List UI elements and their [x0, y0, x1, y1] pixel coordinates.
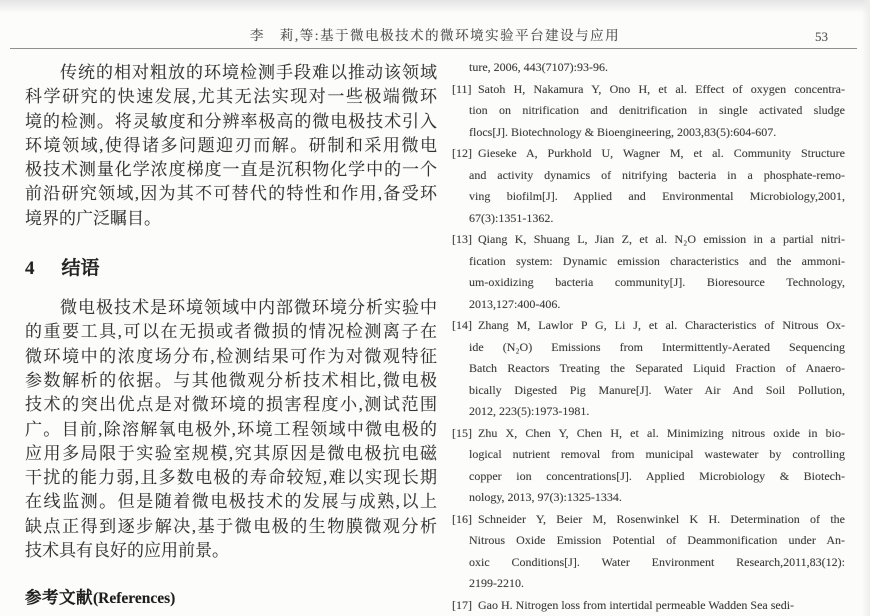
paragraph-line: 科学研究的快速发展,尤其无法实现对一些极端微环: [25, 87, 437, 107]
reference-line: ving biofilm[J]. Applied and Environmental Microbiology,2001,: [469, 189, 845, 203]
paragraph-line: 参数解析的依据。与其他微观分析技术相比,微电极: [25, 370, 437, 390]
reference-line: 2012, 223(5):1973-1981.: [469, 404, 590, 418]
reference-line: Schneider Y, Beier M, Rosenwinkel K H. Determination of the: [478, 511, 845, 526]
reference-item: [452, 423, 845, 509]
reference-line: Zhang M, Lawlor P G, Li J, et al. Characteristics of Nitrous Ox-: [478, 318, 845, 332]
reference-line: nology, 2013, 97(3):1325-1334.: [469, 490, 622, 504]
references-heading-cn: 参考文献: [25, 589, 93, 608]
reference-label: [15]: [452, 425, 472, 440]
right-column: [452, 57, 845, 616]
paragraph-line: 境的检测。将灵敏度和分辨率极高的微电极技术引入: [25, 111, 437, 131]
paragraph-line: 环境领域,使得诸多问题迎刃而解。研制和采用微电: [25, 135, 437, 155]
reference-line: 67(3):1351-1362.: [469, 210, 554, 225]
reference-label: [14]: [452, 318, 472, 332]
scan-right-shadow: [862, 0, 870, 616]
reference-item: [452, 143, 845, 229]
running-title: 李 莉,等:基于微电极技术的微环境实验平台建设与应用: [249, 28, 621, 43]
reference-item: [452, 315, 845, 423]
reference-line: Zhu X, Chen Y, Chen H, et al. Minimizing nitrous oxide in bio-: [478, 425, 845, 440]
reference-line: and activity dynamics of nitrifying bacteria in a phosphate-remo-: [469, 167, 845, 182]
section-number: 4: [25, 258, 35, 280]
left-column: [25, 61, 437, 608]
reference-line: Gao H. Nitrogen loss from intertidal permeable Wadden Sea sedi-: [478, 597, 795, 612]
paragraph-line: 缺点正得到逐步解决,基于微电极的生物膜微观分析: [25, 516, 437, 536]
reference-line: fication system: Dynamic emission characteristics and the ammoni-: [469, 253, 845, 268]
scan-top-shadow: [0, 0, 870, 13]
reference-label: [12]: [452, 146, 472, 160]
paragraph-line: 在线监测。但是随着微电极技术的发展与成熟,以上: [25, 492, 437, 512]
reference-line: 2199-2210.: [469, 576, 524, 590]
page-number: 53: [815, 29, 828, 44]
references-list: [452, 79, 845, 616]
references-heading-en: (References): [93, 590, 176, 608]
reference-line: Qiang K, Shuang L, Jian Z, et al. N₂O emission in a partial nitri-: [478, 232, 845, 246]
paragraph-line: 微电极技术是环境领域中内部微环境分析实验中: [60, 298, 437, 318]
paragraph-line: 微环境中的浓度场分布,检测结果可作为对微观特征: [25, 346, 437, 366]
reference-item: [452, 79, 845, 144]
conclusion-paragraph: [25, 296, 437, 563]
reference-item: [452, 509, 845, 595]
paragraph-line: 广。目前,除溶解氧电极外,环境工程领域中微电极的: [25, 419, 437, 439]
reference-label: [11]: [452, 81, 472, 96]
reference-line: ide (N₂O) Emissions from Intermittently-Aerated Sequencing: [469, 339, 845, 354]
header-rule: [10, 48, 857, 49]
reference-line: Satoh H, Nakamura Y, Ono H, et al. Effect of oxygen concentra-: [478, 81, 845, 96]
paragraph-line: 的重要工具,可以在无损或者微损的情况检测离子在: [25, 322, 437, 342]
intro-paragraph: [25, 61, 437, 231]
reference-label: [13]: [452, 232, 472, 246]
reference-line: Gieseke A, Purkhold U, Wagner M, et al. Community Structure: [478, 146, 845, 160]
paragraph-line: 干扰的能力弱,且多数电极的寿命较短,难以实现长期: [25, 468, 437, 488]
reference-label: [17]: [452, 597, 472, 612]
reference-label: [16]: [452, 511, 472, 526]
reference-item: [452, 229, 845, 315]
reference-line: oxic Conditions[J]. Water Environment Research,2011,83(12):: [469, 554, 845, 569]
reference-line: 2013,127:400-406.: [469, 296, 561, 311]
reference-line: bically Digested Pig Manure[J]. Water Air And Soil Pollution,: [469, 382, 845, 397]
paragraph-line: 传统的相对粗放的环境检测手段难以推动该领域: [60, 63, 437, 82]
section-title: 结语: [61, 258, 100, 280]
reference-carryover-line: ture, 2006, 443(7107):93-96.: [469, 60, 608, 74]
paragraph-line: 极技术测量化学浓度梯度一直是沉积物化学中的一个: [25, 160, 437, 180]
references-heading: [25, 584, 437, 608]
paragraph-line: 前沿研究领域,因为其不可替代的特性和作用,备受环: [25, 184, 437, 204]
reference-item: [452, 595, 845, 616]
paragraph-line: 技术具有良好的应用前景。: [25, 541, 229, 561]
reference-line: flocs[J]. Biotechnology & Bioengineering, 2003,83(5):604-607.: [469, 124, 777, 139]
reference-line: logical nutrient removal from municipal wastewater by controlling: [469, 447, 845, 461]
reference-line: Batch Reactors Treating the Separated Liquid Fraction of Anaero-: [469, 361, 845, 375]
reference-line: copper ion concentrations[J]. Applied Microbiology & Biotech-: [469, 468, 845, 483]
paragraph-line: 技术的突出优点是对微环境的损害程度小,测试范围: [25, 395, 437, 415]
paragraph-line: 应用多局限于实验室规模,究其原因是微电极抗电磁: [25, 443, 437, 463]
section-heading: [25, 256, 437, 282]
paragraph-line: 境界的广泛瞩目。: [25, 208, 161, 228]
reference-line: um-oxidizing bacteria community[J]. Bioresource Technology,: [469, 275, 845, 289]
reference-line: Nitrous Oxide Emission Potential of Deammonification under An-: [469, 533, 845, 547]
reference-line: tion on nitrification and denitrification in single activated sludge: [469, 103, 845, 117]
